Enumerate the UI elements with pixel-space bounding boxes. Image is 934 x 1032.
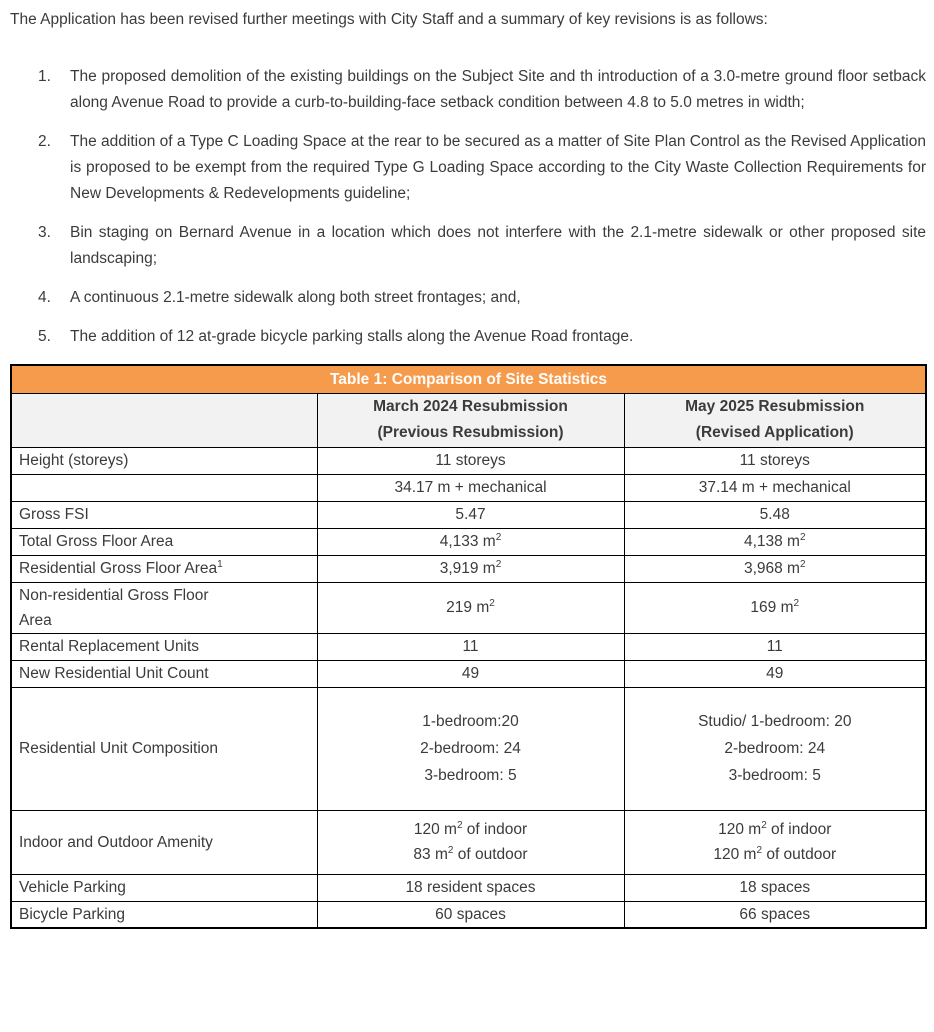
value-cell	[317, 810, 624, 874]
table-row	[11, 687, 926, 810]
value-cell	[317, 633, 624, 660]
table-row	[11, 501, 926, 528]
value-line: 3,968 $m^2$	[743, 558, 806, 577]
table-row	[11, 555, 926, 582]
list-item	[10, 285, 928, 311]
list-item-text: The addition of a Type C Loading Space at the rear to be secured as a matter of Site Plan Control as the Revised Application is proposed to be exempt from the required Type G Loading Space according to the City Waste Collection Requirements for New Developments & Redevelopments guideline;	[70, 133, 926, 202]
column-header-line: March 2024 Resubmission	[373, 398, 568, 415]
value-line: 2-bedroom: 24	[724, 740, 826, 757]
list-item	[10, 220, 928, 272]
site-statistics-table	[10, 364, 927, 929]
list-item	[10, 64, 928, 116]
value-cell	[624, 447, 926, 474]
value-cell	[317, 874, 624, 901]
table-row	[11, 810, 926, 874]
list-item-number: 3.	[38, 224, 51, 241]
column-header-cell	[317, 393, 624, 447]
table-row	[11, 660, 926, 687]
table-title-row	[11, 365, 926, 393]
row-label-text: Rental Replacement Units	[19, 638, 200, 655]
table-row	[11, 874, 926, 901]
value-cell	[624, 582, 926, 633]
value-line: 60 spaces	[435, 905, 506, 923]
row-label-text: Residential Gross Floor Area$^1$	[19, 558, 223, 577]
row-label-text: Non-residential Gross Floor Area	[19, 586, 209, 629]
row-label-text: Gross FSI	[19, 506, 89, 523]
value-line: 37.14 m + mechanical	[698, 479, 851, 496]
row-label-cell	[11, 874, 317, 901]
table-header-row	[11, 393, 926, 447]
list-item	[10, 129, 928, 207]
row-label-cell	[11, 447, 317, 474]
value-cell	[624, 874, 926, 901]
value-line: 169 $m^2$	[750, 597, 800, 616]
column-header-line: May 2025 Resubmission	[685, 398, 865, 415]
value-cell	[317, 528, 624, 555]
column-header-cell	[11, 393, 317, 447]
value-line: 2-bedroom: 24	[420, 740, 521, 757]
value-line: 219 $m^2$	[446, 597, 495, 616]
row-label-cell	[11, 474, 317, 501]
value-cell	[317, 555, 624, 582]
value-cell	[624, 501, 926, 528]
row-label-cell	[11, 810, 317, 874]
list-item-text: A continuous 2.1-metre sidewalk along both street frontages; and,	[70, 289, 521, 306]
value-cell	[624, 474, 926, 501]
row-label-text: Indoor and Outdoor Amenity	[19, 833, 213, 851]
value-line: 18 resident spaces	[405, 879, 536, 896]
value-cell	[317, 660, 624, 687]
column-header-line: (Previous Resubmission)	[377, 424, 564, 441]
value-line: 4,138 $m^2$	[743, 531, 806, 550]
row-label-cell	[11, 901, 317, 928]
value-line: 66 spaces	[739, 905, 811, 923]
value-line: 5.47	[455, 506, 486, 523]
row-label-text: Residential Unit Composition	[19, 740, 219, 757]
value-line: 18 spaces	[739, 879, 811, 896]
value-line: 11	[462, 638, 479, 655]
row-label-cell	[11, 501, 317, 528]
row-label-text: Bicycle Parking	[19, 905, 125, 923]
value-cell	[624, 633, 926, 660]
column-header-cell	[624, 393, 926, 447]
value-cell	[317, 501, 624, 528]
value-line: 3-bedroom: 5	[424, 767, 517, 784]
table-row	[11, 582, 926, 633]
table-row	[11, 474, 926, 501]
value-line: 120 $m^2$ of indoor	[413, 819, 528, 838]
row-label-cell	[11, 582, 317, 633]
value-cell	[317, 474, 624, 501]
revisions-list	[10, 64, 928, 350]
value-line: Studio/ 1-bedroom: 20	[698, 713, 852, 730]
value-line: 49	[766, 665, 784, 682]
intro-paragraph: The Application has been revised further meetings with City Staff and a summary of key revisions is as follows:	[10, 11, 768, 28]
row-label-text: Vehicle Parking	[19, 879, 126, 896]
list-item-number: 4.	[38, 289, 51, 306]
value-line: 34.17 m + mechanical	[394, 479, 547, 496]
value-cell	[624, 687, 926, 810]
value-cell	[624, 810, 926, 874]
value-cell	[624, 528, 926, 555]
value-line: 3-bedroom: 5	[728, 767, 821, 784]
list-item-number: 2.	[38, 133, 51, 150]
value-cell	[317, 582, 624, 633]
value-line: 4,133 $m^2$	[439, 531, 502, 550]
list-item-number: 1.	[38, 68, 51, 85]
list-item-number: 5.	[38, 328, 51, 345]
value-line: 120 $m^2$ of outdoor	[713, 844, 837, 863]
value-line: 120 $m^2$ of indoor	[718, 819, 832, 838]
site-statistics-table-body	[11, 365, 926, 928]
value-cell	[624, 901, 926, 928]
value-line: 49	[461, 665, 480, 682]
value-cell	[317, 687, 624, 810]
value-line: 83 $m^2$ of outdoor	[413, 844, 528, 863]
table-title: Table 1: Comparison of Site Statistics	[11, 365, 926, 393]
value-line: 5.48	[759, 506, 790, 523]
list-item-text: Bin staging on Bernard Avenue in a location which does not interfere with the 2.1-metre sidewalk or other proposed site landscaping;	[70, 224, 926, 267]
value-cell	[624, 555, 926, 582]
row-label-text: Total Gross Floor Area	[19, 533, 174, 550]
list-item-text: The addition of 12 at-grade bicycle parking stalls along the Avenue Road frontage.	[70, 328, 634, 345]
value-cell	[317, 901, 624, 928]
table-row	[11, 901, 926, 928]
list-item	[10, 324, 928, 350]
row-label-cell	[11, 687, 317, 810]
table-row	[11, 633, 926, 660]
value-line: 1-bedroom:20	[422, 713, 519, 730]
row-label-cell	[11, 528, 317, 555]
value-line: 11 storeys	[739, 452, 810, 469]
value-cell	[624, 660, 926, 687]
row-label-text: Height (storeys)	[19, 452, 129, 469]
table-row	[11, 447, 926, 474]
column-header-line: (Revised Application)	[695, 424, 854, 441]
row-label-cell	[11, 633, 317, 660]
value-line: 11	[766, 638, 783, 655]
value-cell	[317, 447, 624, 474]
row-label-cell	[11, 660, 317, 687]
value-line: 11 storeys	[435, 452, 506, 469]
list-item-text: The proposed demolition of the existing buildings on the Subject Site and th introduction of a 3.0-metre ground floor setback along Avenue Road to provide a curb-to-building-face setback condition between 4.8 to 5.0 metres in width;	[70, 68, 926, 111]
row-label-text: New Residential Unit Count	[19, 665, 209, 682]
row-label-cell	[11, 555, 317, 582]
value-line: 3,919 $m^2$	[439, 558, 502, 577]
table-row	[11, 528, 926, 555]
